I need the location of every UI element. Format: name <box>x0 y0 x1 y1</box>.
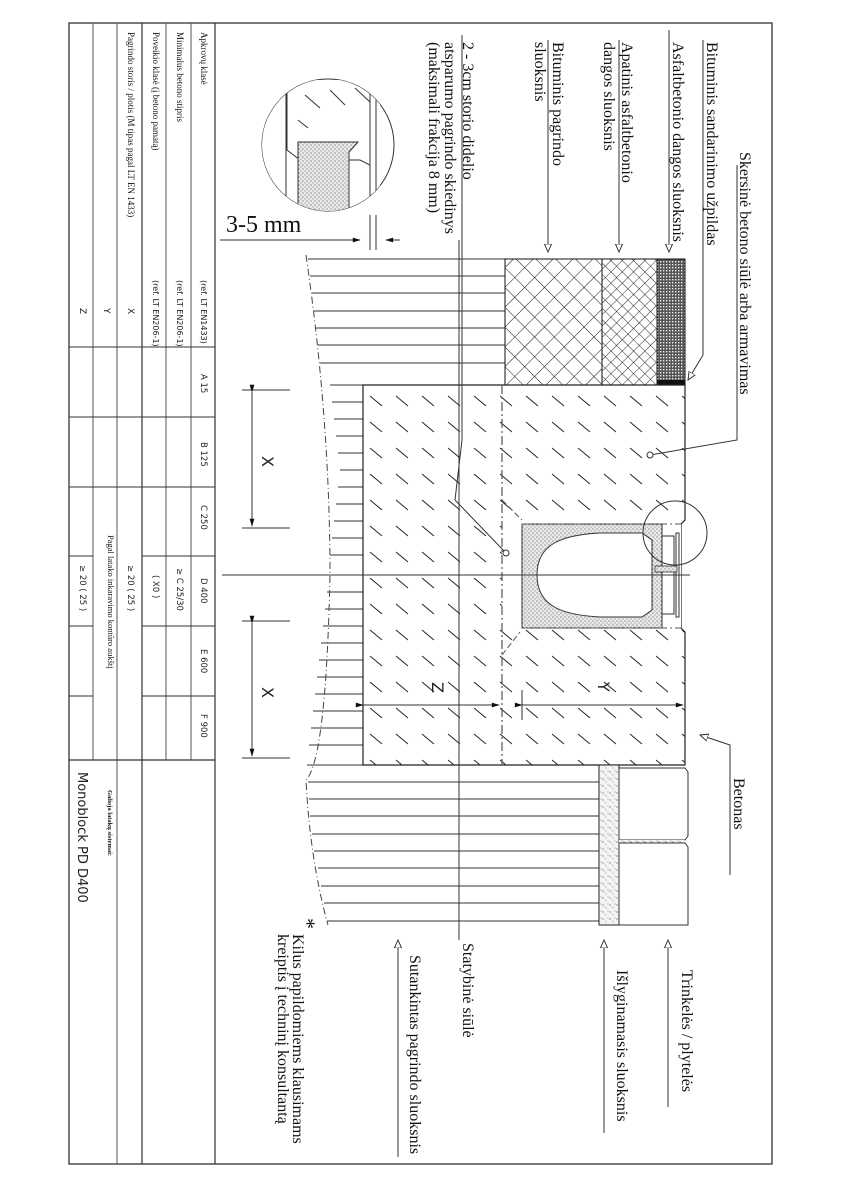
spec-table <box>69 23 215 1164</box>
exposure-value: ( X0 ) <box>150 575 160 599</box>
label-lower-asphalt-line2: dangos sluoksnis <box>600 42 617 151</box>
label-transverse-joint: Skersinė betono siūlė arba armavimas <box>736 152 753 395</box>
paver-1 <box>619 768 688 840</box>
row-label-load-class: Apkrovų klasė <box>199 32 209 85</box>
label-leveling-layer: Išlyginamasis sluoksnis <box>613 970 630 1122</box>
dim-x-upper: X <box>258 456 277 467</box>
label-mortar-line3: (maksimali frakcija 8 mm) <box>425 42 442 214</box>
label-bitumen-base-line2: sluoksnis <box>531 42 548 102</box>
class-f900: F 900 <box>198 714 208 738</box>
y-value: Pagal latako inkaravimo kontūro aukštį <box>106 535 116 669</box>
dim-z: Z <box>428 682 447 693</box>
label-construction-joint: Statybinė siūlė <box>459 943 476 1038</box>
label-asphalt-wearing-layer: Asfaltbetonio dangos sluoksnis <box>669 42 686 242</box>
label-bitumen-sealant: Bituminis sandarinimo užpildas <box>703 42 720 246</box>
row-label-base-thickness: Pagrindo storis / plotis (M tipas pagal LT EN 1433) <box>126 32 136 218</box>
asphalt-wearing-layer <box>657 259 685 385</box>
row-label-min-strength: Minimalus betono stipris <box>175 32 185 122</box>
product-name: Monoblock PD D400 <box>74 772 89 903</box>
gap-dimension-label: 3-5 mm <box>226 212 302 238</box>
label-mortar-line1: 2 - 3cm storio didelio <box>459 42 476 180</box>
label-mortar-line2: atsparumo pagrindo skiedinys <box>441 42 458 234</box>
dim-y: Y <box>594 682 613 692</box>
min-strength-value: ≥ C 25/30 <box>174 568 184 611</box>
ref-y: Y <box>101 308 111 314</box>
drain-channel <box>502 524 681 628</box>
class-a15: A 15 <box>198 374 208 394</box>
soil-hatch-left <box>307 402 363 765</box>
note-line1: Kilus papildomiems klausimams <box>289 934 306 1144</box>
ref-x: X <box>125 308 135 315</box>
class-e600: E 600 <box>198 649 208 674</box>
paver-2 <box>619 843 688 925</box>
valid-for-label: Galioja latakų sistemai: <box>106 790 113 857</box>
label-concrete: Betonas <box>730 778 747 830</box>
x-value: ≥ 20 ( 25 ) <box>125 565 135 612</box>
row-label-exposure: Poveikio klasė (į betono pamatą) <box>151 32 161 151</box>
bituminous-base-layer <box>505 259 602 385</box>
label-compacted-base: Sutankintas pagrindo sluoksnis <box>406 955 423 1155</box>
label-pavers: Trinkelės / plytelės <box>678 970 695 1093</box>
note-asterisk: * <box>295 918 320 929</box>
z-value: ≥ 20 ( 25 ) <box>77 565 87 612</box>
class-d400: D 400 <box>198 578 208 604</box>
ref-min-strength: (ref. LT EN206-1) <box>175 280 184 347</box>
lower-asphalt-layer <box>602 259 657 385</box>
soil-break-line <box>306 255 330 925</box>
label-bitumen-base-line1: Bituminis pagrindo <box>549 42 566 166</box>
cross-section <box>222 240 707 940</box>
class-b125: B 125 <box>198 442 208 467</box>
ref-exposure: (ref. LT EN206-1) <box>151 280 160 347</box>
label-lower-asphalt-line1: Apatinis asfaltbetonio <box>618 42 635 183</box>
ref-load-class: (ref. LT EN1433) <box>199 280 208 344</box>
leveling-sand-layer <box>599 765 619 925</box>
soil-hatch-lower <box>308 782 599 921</box>
detail-view <box>220 79 400 250</box>
note-line2: kreiptis į techninį konsultantą <box>274 934 291 1124</box>
class-c250: C 250 <box>198 505 208 530</box>
soil-hatch-upper <box>308 259 505 385</box>
dim-x-lower: X <box>258 687 277 698</box>
bitumen-sealant <box>657 380 685 385</box>
ref-z: Z <box>77 308 87 315</box>
